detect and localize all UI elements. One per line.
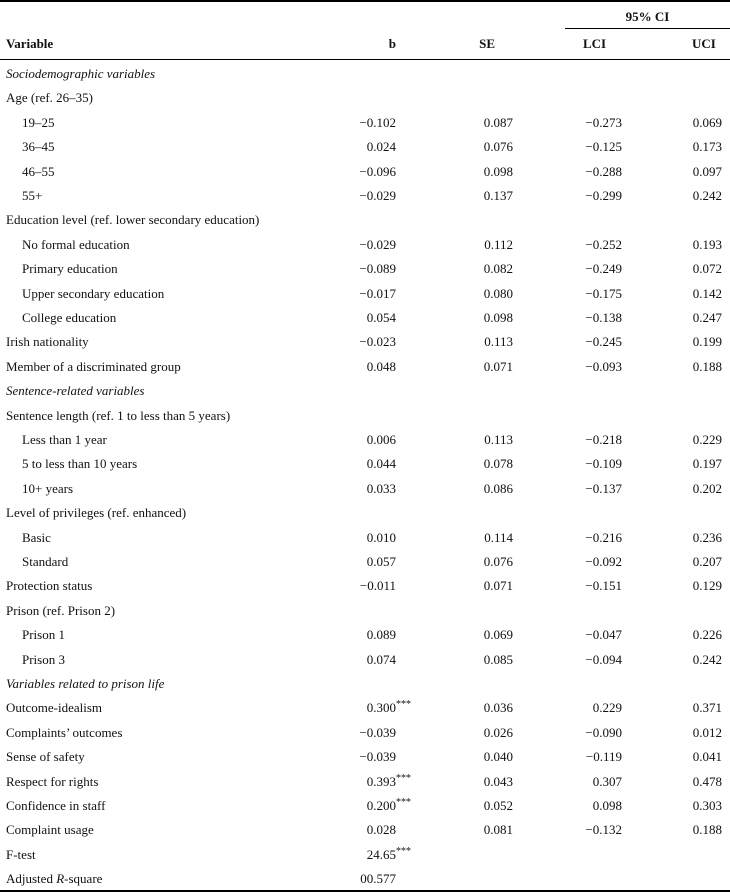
row-label: College education	[22, 310, 117, 325]
row-label: Sense of safety	[6, 749, 85, 765]
cell-se: 0.081	[483, 822, 513, 838]
cell-lci: −0.175	[585, 285, 622, 301]
row-label: Irish nationality	[6, 334, 89, 350]
cell-b: 0.010	[366, 529, 396, 545]
cell-lci: −0.138	[585, 310, 622, 325]
header-se: SE	[479, 36, 495, 51]
row-label: Member of a discriminated group	[6, 358, 181, 374]
row-label: Respect for rights	[6, 773, 99, 789]
cell-lci: −0.132	[585, 822, 622, 838]
cell-lci: −0.249	[585, 261, 622, 277]
cell-uci: 0.142	[692, 285, 722, 301]
header-lci: LCI	[583, 36, 607, 51]
row-label: Education level (ref. lower secondary education)	[6, 212, 260, 228]
cell-se: 0.098	[483, 163, 513, 179]
cell-b: 0.048	[366, 358, 396, 374]
header-variable: Variable	[6, 36, 54, 51]
table-row	[0, 330, 730, 354]
row-label: Complaint usage	[6, 822, 94, 838]
cell-lci: −0.047	[585, 627, 622, 643]
table-row	[0, 86, 730, 110]
cell-uci: 0.173	[692, 139, 722, 155]
cell-se: 0.071	[483, 358, 513, 374]
ci-group-header: 95% CI	[625, 9, 670, 24]
cell-se: 0.076	[483, 139, 513, 155]
cell-se: 0.114	[484, 529, 513, 545]
cell-uci: 0.226	[692, 627, 722, 643]
cell-lci: 0.098	[592, 798, 622, 813]
cell-se: 0.113	[484, 432, 513, 447]
row-label: F-test	[6, 846, 36, 862]
row-label: 46–55	[22, 163, 55, 179]
table-row	[0, 428, 730, 452]
cell-uci: 0.188	[692, 822, 722, 838]
top-rule	[0, 0, 730, 2]
cell-uci: 0.199	[692, 334, 722, 350]
table-row	[0, 770, 730, 794]
cell-b: −0.029	[359, 236, 396, 252]
table-row	[0, 355, 730, 379]
cell-uci: 0.012	[692, 724, 722, 740]
cell-lci: −0.094	[585, 651, 622, 667]
cell-uci: 0.242	[692, 651, 722, 667]
cell-se: 0.076	[483, 554, 513, 569]
cell-b: −0.017	[359, 285, 396, 301]
header-uci: UCI	[692, 36, 716, 51]
row-label: Primary education	[22, 261, 118, 277]
table-row	[0, 160, 730, 184]
table-row	[0, 452, 730, 476]
cell-b: 0.006	[366, 432, 396, 447]
row-label: Prison 3	[22, 651, 65, 667]
table-row	[0, 818, 730, 842]
table-row	[0, 135, 730, 159]
cell-lci: −0.245	[585, 334, 622, 350]
significance-stars: ***	[396, 797, 411, 808]
table-row	[0, 696, 730, 720]
cell-b: −0.096	[359, 163, 396, 179]
table-row	[0, 672, 730, 696]
table-row	[0, 867, 730, 891]
row-label: Prison (ref. Prison 2)	[6, 602, 116, 618]
cell-b: −0.102	[359, 114, 396, 130]
row-label: Standard	[22, 554, 69, 569]
cell-se: 0.043	[483, 773, 513, 789]
cell-uci: 0.207	[692, 554, 722, 569]
header-b: b	[388, 36, 396, 51]
cell-se: 0.085	[483, 651, 513, 667]
cell-se: 0.113	[484, 334, 513, 350]
cell-b: 0.057	[366, 554, 396, 569]
cell-lci: −0.288	[585, 163, 622, 179]
table-row	[0, 599, 730, 623]
section-heading: Sentence-related variables	[6, 383, 145, 399]
cell-lci: −0.090	[585, 724, 622, 740]
cell-lci: 0.229	[592, 700, 622, 716]
cell-lci: −0.093	[585, 358, 622, 374]
row-label: Less than 1 year	[22, 432, 107, 447]
row-label: Sentence length (ref. 1 to less than 5 years)	[6, 407, 231, 423]
cell-lci: −0.137	[585, 480, 622, 496]
cell-uci: 0.247	[692, 310, 722, 325]
cell-lci: −0.299	[585, 188, 622, 203]
cell-se: 0.026	[483, 724, 513, 740]
table-row	[0, 648, 730, 672]
cell-se: 0.052	[483, 798, 513, 813]
cell-uci: 0.478	[692, 773, 722, 789]
row-label: No formal education	[22, 236, 130, 252]
cell-b: −0.023	[359, 334, 396, 350]
table-row	[0, 526, 730, 550]
row-label: 10+ years	[22, 480, 74, 496]
table-row	[0, 574, 730, 598]
cell-b: 0.393 ***	[300, 770, 396, 794]
table-row	[0, 794, 730, 818]
cell-uci: 0.371	[692, 700, 722, 716]
table-row	[0, 623, 730, 647]
cell-se: 0.069	[483, 627, 513, 643]
cell-lci: −0.252	[585, 236, 622, 252]
cell-b: −0.039	[359, 724, 396, 740]
table-row	[0, 306, 730, 330]
row-label: Upper secondary education	[22, 285, 165, 301]
table-row	[0, 208, 730, 232]
row-label: 19–25	[22, 114, 55, 130]
cell-uci: 0.041	[692, 749, 722, 765]
cell-se: 0.040	[483, 749, 513, 765]
cell-b: 0.300 ***	[300, 696, 396, 720]
row-label: Outcome-idealism	[6, 700, 103, 716]
row-label: 36–45	[22, 139, 55, 155]
table-row	[0, 721, 730, 745]
cell-uci: 0.202	[692, 480, 722, 496]
cell-b: 0.044	[366, 456, 396, 472]
cell-se: 0.112	[484, 236, 513, 252]
cell-lci: −0.218	[585, 432, 622, 447]
row-label: Protection status	[6, 578, 93, 594]
cell-b: 0.033	[366, 480, 396, 496]
table-row	[0, 477, 730, 501]
cell-lci: −0.151	[585, 578, 622, 594]
cell-b: 24.65 ***	[300, 843, 396, 867]
cell-b: 0.024	[366, 139, 396, 155]
cell-se: 0.082	[483, 261, 513, 277]
table-row	[0, 404, 730, 428]
row-label: 5 to less than 10 years	[22, 456, 138, 472]
cell-uci: 0.303	[692, 798, 722, 813]
cell-b: −0.029	[359, 188, 396, 203]
cell-se: 0.071	[483, 578, 513, 594]
cell-b: 0.054	[366, 310, 396, 325]
cell-b: 0.200 ***	[300, 794, 396, 818]
significance-stars: ***	[396, 699, 411, 711]
cell-lci: −0.092	[585, 554, 622, 569]
row-label: Level of privileges (ref. enhanced)	[6, 505, 187, 521]
cell-uci: 0.129	[692, 578, 722, 594]
table-row	[0, 111, 730, 135]
cell-uci: 0.197	[692, 456, 722, 472]
cell-se: 0.087	[483, 114, 513, 130]
cell-lci: −0.109	[585, 456, 622, 472]
table-row	[0, 62, 730, 86]
cell-b: 0.028	[366, 822, 396, 838]
table-row	[0, 379, 730, 403]
table-row	[0, 184, 730, 208]
table-row	[0, 282, 730, 306]
cell-uci: 0.097	[692, 163, 722, 179]
cell-uci: 0.242	[692, 188, 722, 203]
cell-uci: 0.236	[692, 529, 722, 545]
cell-se: 0.036	[483, 700, 513, 716]
table-row	[0, 550, 730, 574]
row-label: 55+	[22, 188, 43, 203]
cell-uci: 0.193	[692, 236, 722, 252]
row-label: Basic	[22, 529, 51, 545]
table-row	[0, 745, 730, 769]
section-heading: Variables related to prison life	[6, 676, 165, 691]
cell-uci: 0.072	[692, 261, 722, 277]
header-rule	[0, 59, 730, 60]
table-row	[0, 501, 730, 525]
cell-se: 0.080	[483, 285, 513, 301]
row-label: Confidence in staff	[6, 798, 106, 813]
cell-b: 00.577	[360, 871, 396, 887]
row-label: Age (ref. 26–35)	[6, 90, 93, 106]
significance-stars: ***	[396, 845, 411, 857]
row-label: Complaints’ outcomes	[6, 724, 123, 740]
table-row	[0, 233, 730, 257]
row-label: Adjusted R-square	[6, 871, 103, 887]
cell-se: 0.086	[483, 480, 513, 496]
cell-lci: −0.119	[585, 749, 622, 765]
cell-lci: −0.273	[585, 114, 622, 130]
ci-group-rule	[565, 28, 730, 29]
bottom-rule	[0, 890, 730, 892]
cell-se: 0.137	[483, 188, 513, 203]
cell-lci: 0.307	[592, 773, 622, 789]
table-row	[0, 843, 730, 867]
cell-b: 0.089	[366, 627, 396, 643]
cell-lci: −0.125	[585, 139, 622, 155]
section-heading: Sociodemographic variables	[6, 66, 156, 81]
cell-uci: 0.188	[692, 358, 722, 374]
cell-se: 0.078	[483, 456, 513, 472]
significance-stars: ***	[396, 772, 411, 784]
cell-uci: 0.069	[692, 114, 722, 130]
cell-b: −0.039	[359, 749, 396, 765]
cell-b: 0.074	[366, 651, 396, 667]
cell-b: −0.011	[359, 578, 396, 594]
cell-b: −0.089	[359, 261, 396, 277]
cell-se: 0.098	[483, 310, 513, 325]
row-label: Prison 1	[22, 627, 65, 643]
cell-lci: −0.216	[585, 529, 622, 545]
table-row	[0, 257, 730, 281]
cell-uci: 0.229	[692, 432, 722, 447]
